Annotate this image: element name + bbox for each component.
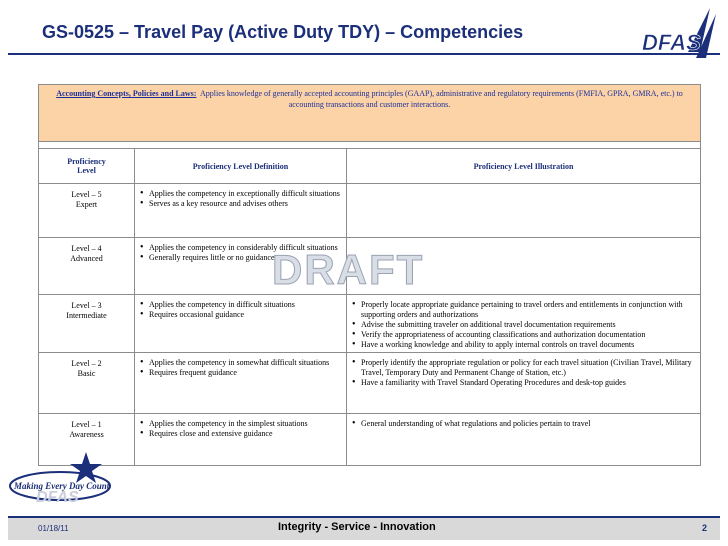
- definition-cell: [135, 295, 347, 353]
- level-cell: Level – 3 Intermediate: [39, 295, 135, 353]
- page-title: GS-0525 – Travel Pay (Active Duty TDY) – Competencies: [42, 22, 524, 42]
- logo-med-text: Making Every Day Count: [14, 481, 110, 491]
- competency-table: [38, 84, 701, 466]
- definition-item: • Generally requires little or no guidance: [139, 253, 342, 263]
- definition-cell: [135, 184, 347, 238]
- footer-date: 01/18/11: [38, 524, 69, 533]
- illustration-item: • Advise the submitting traveler on additional travel documentation requirements: [351, 320, 696, 330]
- definition-item: • Applies the competency in exceptionally difficult situations: [139, 189, 342, 199]
- illustration-item: • Have a working knowledge and ability to apply internal controls on travel documents: [351, 340, 696, 350]
- definition-item: • Applies the competency in considerably difficult situations: [139, 243, 342, 253]
- draft-watermark: DRAFT: [272, 246, 425, 293]
- table-row: [39, 295, 701, 353]
- illustration-cell: [347, 295, 701, 353]
- definition-item: • Applies the competency in difficult situations: [139, 300, 342, 310]
- column-header-illustration: Proficiency Level Illustration: [347, 149, 701, 184]
- level-cell: Level – 5 Expert: [39, 184, 135, 238]
- illustration-item: • Verify the appropriateness of accounting classifications and authorization documentation: [351, 330, 696, 340]
- table-spacer: [39, 142, 701, 149]
- illustration-item: • General understanding of what regulations and policies pertain to travel: [351, 419, 696, 429]
- definition-item: • Requires occasional guidance: [139, 310, 342, 320]
- making-every-day-count-logo: [6, 448, 118, 516]
- footer-bar: [8, 516, 720, 540]
- illustration-item: • Properly locate appropriate guidance pertaining to travel orders and entitlements in conjunction with supporting orders and authorizations: [351, 300, 696, 320]
- level-cell: Level – 2 Basic: [39, 353, 135, 414]
- column-header-level: Proficiency Level: [39, 149, 135, 184]
- level-cell: Level – 4 Advanced: [39, 238, 135, 295]
- illustration-cell: [347, 238, 701, 295]
- definition-cell: [135, 238, 347, 295]
- column-header-definition: Proficiency Level Definition: [135, 149, 347, 184]
- illustration-item: • Properly identify the appropriate regulation or policy for each travel situation (Civilian Travel, Military Travel, Temporary Duty and Permanent Change of Station, etc.): [351, 358, 696, 378]
- definition-item: • Requires frequent guidance: [139, 368, 342, 378]
- table-row: [39, 238, 701, 295]
- illustration-cell: [347, 414, 701, 466]
- illustration-cell: [347, 184, 701, 238]
- definition-cell: [135, 353, 347, 414]
- dfas-logo-text: DFAS: [642, 30, 701, 55]
- competency-label: Accounting Concepts, Policies and Laws:: [56, 89, 197, 98]
- competency-header: [39, 85, 701, 142]
- star-icon: [70, 452, 102, 483]
- definition-item: • Applies the competency in somewhat difficult situations: [139, 358, 342, 368]
- table-row: [39, 184, 701, 238]
- title-rule: [8, 53, 720, 55]
- definition-cell: [135, 414, 347, 466]
- competency-description: Applies knowledge of generally accepted accounting principles (GAAP), administrative and regulatory requirements (FMFIA, GPRA, GMRA, etc.) to accounting transactions and customer interactions.: [200, 89, 683, 109]
- definition-item: • Applies the competency in the simplest situations: [139, 419, 342, 429]
- dfas-logo: [640, 4, 722, 74]
- definition-item: • Serves as a key resource and advises others: [139, 199, 342, 209]
- level-cell: Level – 1 Awareness: [39, 414, 135, 466]
- illustration-cell: [347, 353, 701, 414]
- logo-dfas-text: DFAS: [36, 489, 79, 506]
- table-row: [39, 414, 701, 466]
- definition-item: • Requires close and extensive guidance: [139, 429, 342, 439]
- illustration-item: • Have a familiarity with Travel Standard Operating Procedures and desk-top guides: [351, 378, 696, 388]
- footer-motto: Integrity - Service - Innovation: [278, 521, 436, 533]
- table-row: [39, 353, 701, 414]
- page-number: 2: [702, 523, 708, 533]
